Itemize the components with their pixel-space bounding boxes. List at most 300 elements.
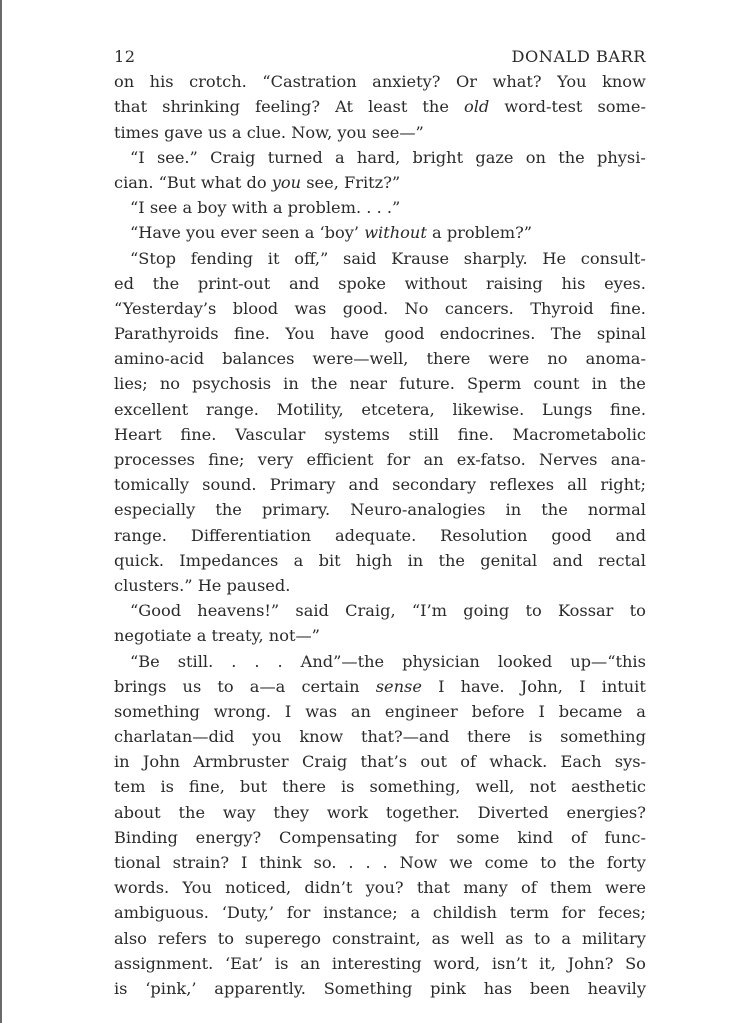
text-line	[114, 397, 646, 422]
word: problem?”	[446, 223, 533, 243]
word: .”	[386, 198, 401, 218]
text-line	[114, 195, 646, 220]
word: efficient	[306, 450, 374, 469]
word: not	[529, 777, 557, 797]
word: You	[285, 324, 315, 344]
word: lies;	[114, 374, 148, 394]
word: “Good	[130, 601, 182, 621]
word: ‘Duty,’	[221, 903, 275, 923]
word: word,	[433, 953, 481, 973]
word: gaze	[475, 147, 514, 167]
word: ex-fatso.	[456, 450, 526, 469]
word: what?	[492, 72, 542, 92]
word: not—”	[268, 626, 320, 646]
word: of	[460, 752, 477, 772]
word: Now,	[291, 122, 333, 142]
word: bright	[412, 147, 464, 167]
word: is	[160, 777, 174, 797]
word: sense	[375, 676, 422, 696]
word: and	[348, 475, 379, 495]
word: “Castration	[262, 72, 357, 92]
word: see.”	[156, 147, 198, 167]
word: apparently.	[214, 978, 306, 998]
word: good.	[342, 298, 389, 318]
word: know	[299, 727, 344, 747]
word: said	[343, 248, 377, 268]
word: in	[114, 752, 130, 772]
word: became	[558, 701, 623, 721]
word: still	[408, 424, 439, 444]
word: refers	[157, 928, 207, 948]
word: adequate.	[334, 525, 417, 545]
word: ambiguous.	[114, 903, 209, 923]
word: well,	[475, 777, 515, 797]
text-line	[114, 523, 646, 548]
word: .	[231, 651, 237, 671]
word: reflexes	[489, 475, 555, 495]
word: a	[304, 223, 315, 243]
word: a	[432, 223, 442, 243]
word: the	[422, 97, 449, 117]
word: seen	[261, 223, 300, 243]
word: without	[364, 223, 427, 243]
word: secondary	[392, 475, 477, 495]
word: an	[423, 450, 444, 469]
word: is	[114, 978, 128, 998]
word: has	[483, 978, 513, 998]
word: ever	[220, 223, 257, 243]
word: psychosis	[192, 374, 271, 394]
text-line	[114, 497, 646, 522]
word: that?—and	[360, 727, 450, 747]
text-line	[114, 573, 646, 598]
word: in	[591, 374, 608, 394]
page-number: 12	[114, 47, 136, 66]
word: the	[152, 273, 180, 293]
word: “Yesterday’s	[114, 298, 217, 318]
word: etcetera,	[361, 399, 435, 419]
word: engineer	[384, 701, 458, 721]
word: normal	[587, 500, 646, 520]
word: primary.	[261, 500, 331, 520]
word: blood	[232, 298, 279, 318]
word: brings	[114, 676, 167, 696]
word: the	[568, 853, 595, 872]
word: a	[561, 928, 571, 948]
word: something	[114, 701, 200, 721]
word: to	[525, 601, 542, 621]
word: assignment.	[114, 953, 214, 973]
word: ed	[114, 273, 134, 293]
text-line	[114, 296, 646, 321]
word: especially	[114, 500, 196, 520]
word: future.	[399, 374, 455, 394]
word: bit	[318, 550, 341, 570]
word: no	[159, 374, 181, 394]
text-line	[114, 548, 646, 573]
word: a	[636, 701, 646, 721]
word: wrong.	[213, 701, 272, 721]
word: kind	[517, 827, 554, 847]
word: his	[561, 273, 586, 293]
word: something	[560, 727, 646, 747]
word: anxiety?	[372, 72, 441, 92]
word: raising	[485, 273, 543, 293]
text-line	[114, 346, 646, 371]
word: physician	[402, 651, 480, 671]
word: the	[619, 374, 646, 394]
text-line	[114, 447, 646, 472]
word: cian.	[114, 172, 154, 192]
word: the	[178, 802, 206, 822]
word: turned	[267, 147, 323, 167]
word: what	[200, 172, 242, 192]
word: good	[551, 525, 592, 545]
word: clue.	[246, 122, 287, 142]
word: in	[505, 500, 522, 520]
word: good	[384, 324, 425, 344]
word: tem	[114, 777, 146, 797]
word: a	[182, 198, 193, 218]
word: clusters.”	[114, 575, 193, 595]
word: Thyroid	[530, 298, 594, 318]
word: superego	[244, 928, 322, 948]
word: gave	[164, 122, 203, 142]
word: work	[326, 802, 369, 822]
word: right;	[600, 475, 646, 495]
text-line	[114, 120, 646, 145]
word: “Stop	[130, 248, 176, 268]
word: also	[114, 928, 147, 948]
word: He	[197, 575, 222, 595]
text-line	[114, 800, 646, 825]
word: old	[463, 97, 490, 117]
word: said	[295, 601, 329, 621]
word: think	[259, 853, 302, 872]
word: endocrines.	[439, 324, 536, 344]
text-line	[114, 472, 646, 497]
word: So	[625, 953, 646, 973]
word: them	[550, 878, 592, 898]
word: crotch.	[189, 72, 247, 92]
word: Neuro-analogies	[350, 500, 486, 520]
word: for	[286, 903, 311, 923]
word: negotiate	[114, 626, 192, 646]
word: do	[246, 172, 267, 192]
word: been	[529, 978, 570, 998]
text-line	[114, 598, 646, 623]
text-line	[114, 371, 646, 396]
word: .	[348, 853, 354, 872]
word: you	[337, 122, 367, 142]
word: something,	[369, 777, 461, 797]
word: John,	[520, 676, 563, 696]
word: feces;	[597, 903, 646, 923]
word: was	[305, 701, 338, 721]
text-line	[114, 774, 646, 799]
word: didn’t	[304, 878, 353, 898]
word: military	[581, 928, 646, 948]
word: .	[254, 651, 260, 671]
word: likewise.	[452, 399, 525, 419]
word: fine.	[233, 324, 270, 344]
body-text	[114, 69, 646, 1001]
word: to	[540, 853, 557, 872]
word: ana-	[610, 450, 646, 469]
word: still.	[177, 651, 214, 671]
word: I	[579, 676, 586, 696]
word: John	[142, 752, 180, 772]
word: Something	[323, 978, 413, 998]
word: a	[293, 550, 304, 570]
word: anoma-	[585, 349, 646, 369]
word: for	[561, 903, 586, 923]
word: Nerves	[538, 450, 598, 469]
word: going	[463, 601, 510, 621]
text-line	[114, 220, 646, 245]
text-line	[114, 94, 646, 119]
word: amino-acid	[114, 349, 205, 369]
word: intuit	[601, 676, 646, 696]
word: Krause	[391, 248, 450, 268]
word: about	[114, 802, 161, 822]
word: there	[282, 777, 326, 797]
word: energies?	[566, 802, 646, 822]
word: constraint,	[331, 928, 421, 948]
text-line	[114, 699, 646, 724]
word: aesthetic	[571, 777, 646, 797]
word: we	[449, 853, 473, 872]
word: No	[404, 298, 429, 318]
word: forty	[606, 853, 646, 872]
word: shrinking	[162, 97, 241, 117]
word: cancers.	[444, 298, 514, 318]
text-line	[114, 825, 646, 850]
word: you	[185, 223, 216, 243]
word: the	[438, 550, 465, 570]
word: Heart	[114, 424, 162, 444]
word: it,	[539, 953, 556, 973]
word: and	[615, 525, 646, 545]
word: you?	[365, 878, 404, 898]
word: .	[376, 198, 382, 218]
word: Motility,	[276, 399, 344, 419]
word: us	[207, 122, 227, 142]
word: they	[273, 802, 310, 822]
word: fine.	[609, 298, 646, 318]
word: the	[558, 147, 585, 167]
text-line	[114, 422, 646, 447]
word: paused.	[226, 575, 291, 595]
word: Now	[399, 853, 438, 872]
word: Diverted	[477, 802, 549, 822]
word: for	[415, 827, 439, 847]
word: sharply.	[463, 248, 528, 268]
word: Differentiation	[190, 525, 312, 545]
word: looked	[497, 651, 553, 671]
word: strain?	[172, 853, 230, 872]
word: is	[341, 777, 355, 797]
running-head-author: DONALD BARR	[511, 47, 646, 66]
text-line	[114, 321, 646, 346]
word: At	[335, 97, 354, 117]
word: I	[284, 701, 292, 721]
word: childish	[432, 903, 497, 923]
word: some	[456, 827, 500, 847]
word: way	[222, 802, 256, 822]
word: in	[283, 374, 299, 394]
word: a	[272, 198, 283, 218]
word: tional	[114, 853, 161, 872]
word: all	[567, 475, 588, 495]
word: fine,	[188, 777, 225, 797]
word: feeling?	[255, 97, 321, 117]
word: it	[267, 248, 280, 268]
word: as	[431, 928, 450, 948]
word: very	[257, 450, 294, 469]
word: there	[467, 727, 511, 747]
word: whack.	[489, 752, 548, 772]
word: excellent	[114, 399, 189, 419]
word: Resolution	[440, 525, 528, 545]
word: is	[274, 953, 289, 973]
word: “But	[158, 172, 196, 192]
page-text	[114, 44, 646, 1001]
word: problem.	[287, 198, 362, 218]
word: up—“this	[570, 651, 646, 671]
word: and	[552, 550, 583, 570]
text-line	[114, 246, 646, 271]
word: noticed,	[225, 878, 292, 898]
word: Lungs	[542, 399, 593, 419]
word: balances	[222, 349, 295, 369]
word: fine.	[457, 424, 494, 444]
word: some-	[597, 97, 646, 117]
word: charlatan—did	[114, 727, 235, 747]
text-line	[114, 271, 646, 296]
word: sys-	[614, 752, 646, 772]
word: for	[386, 450, 411, 469]
text-line	[114, 623, 646, 648]
word: a—a	[249, 676, 286, 696]
word: .	[382, 853, 388, 872]
word: a	[196, 626, 207, 646]
text-line	[114, 850, 646, 875]
word: on	[114, 72, 135, 92]
word: He	[542, 248, 567, 268]
word: that	[416, 878, 450, 898]
word: range.	[205, 399, 259, 419]
word: us	[182, 676, 202, 696]
word: ‘pink,’	[145, 978, 197, 998]
word: heavens!”	[197, 601, 280, 621]
word: fine;	[208, 450, 245, 469]
word: func-	[604, 827, 646, 847]
word: instance;	[323, 903, 398, 923]
word: an	[300, 953, 321, 973]
word: Craig	[210, 147, 256, 167]
word: Sperm	[467, 374, 522, 394]
word: have.	[460, 676, 505, 696]
word: range.	[114, 525, 167, 545]
word: heavily	[587, 978, 646, 998]
word: You	[182, 878, 212, 898]
word: was	[294, 298, 327, 318]
word: without	[404, 273, 468, 293]
word: before	[471, 701, 525, 721]
text-line	[114, 69, 646, 94]
word: Armbruster	[193, 752, 289, 772]
word: were	[605, 878, 646, 898]
word: Impedances	[179, 550, 279, 570]
word: hard,	[356, 147, 401, 167]
word: a	[410, 903, 421, 923]
word: of	[570, 827, 587, 847]
word: “Be	[130, 651, 160, 671]
word: the	[215, 500, 242, 520]
word: in	[407, 550, 424, 570]
word: to	[629, 601, 646, 621]
word: off,”	[294, 248, 329, 268]
word: tomically	[114, 475, 189, 495]
word: I	[240, 853, 248, 872]
word: well	[460, 928, 495, 948]
word: Fritz?”	[344, 172, 401, 192]
word: fending	[190, 248, 254, 268]
word: word-test	[504, 97, 583, 117]
word: on	[525, 147, 546, 167]
word: see,	[306, 172, 339, 192]
word: boy	[197, 198, 227, 218]
word: as	[505, 928, 524, 948]
word: spoke	[338, 273, 386, 293]
word: processes	[114, 450, 195, 469]
word: Macrometabolic	[512, 424, 646, 444]
word: you	[252, 727, 282, 747]
word: The	[550, 324, 582, 344]
word: print-out	[197, 273, 271, 293]
word: of	[521, 878, 537, 898]
word: that’s	[360, 752, 408, 772]
word: there	[426, 349, 471, 369]
word: see	[149, 198, 178, 218]
word: is	[528, 727, 543, 747]
word: Or	[455, 72, 477, 92]
word: to	[534, 928, 551, 948]
text-line	[114, 926, 646, 951]
word: many	[463, 878, 508, 898]
word: term	[509, 903, 549, 923]
word: ‘boy’	[319, 223, 360, 243]
word: Binding	[114, 827, 178, 847]
text-line	[114, 170, 646, 195]
word: Each	[560, 752, 602, 772]
word: eyes.	[604, 273, 646, 293]
word: Compensating	[279, 827, 398, 847]
word: energy?	[195, 827, 262, 847]
word: .	[365, 853, 371, 872]
word: systems	[324, 424, 390, 444]
running-header	[114, 44, 646, 69]
word: out	[420, 752, 448, 772]
word: words.	[114, 878, 170, 898]
word: high	[355, 550, 393, 570]
word: the	[541, 500, 568, 520]
text-line	[114, 976, 646, 1001]
word: sound.	[202, 475, 257, 495]
word: to	[217, 676, 234, 696]
word: “I	[130, 147, 145, 167]
